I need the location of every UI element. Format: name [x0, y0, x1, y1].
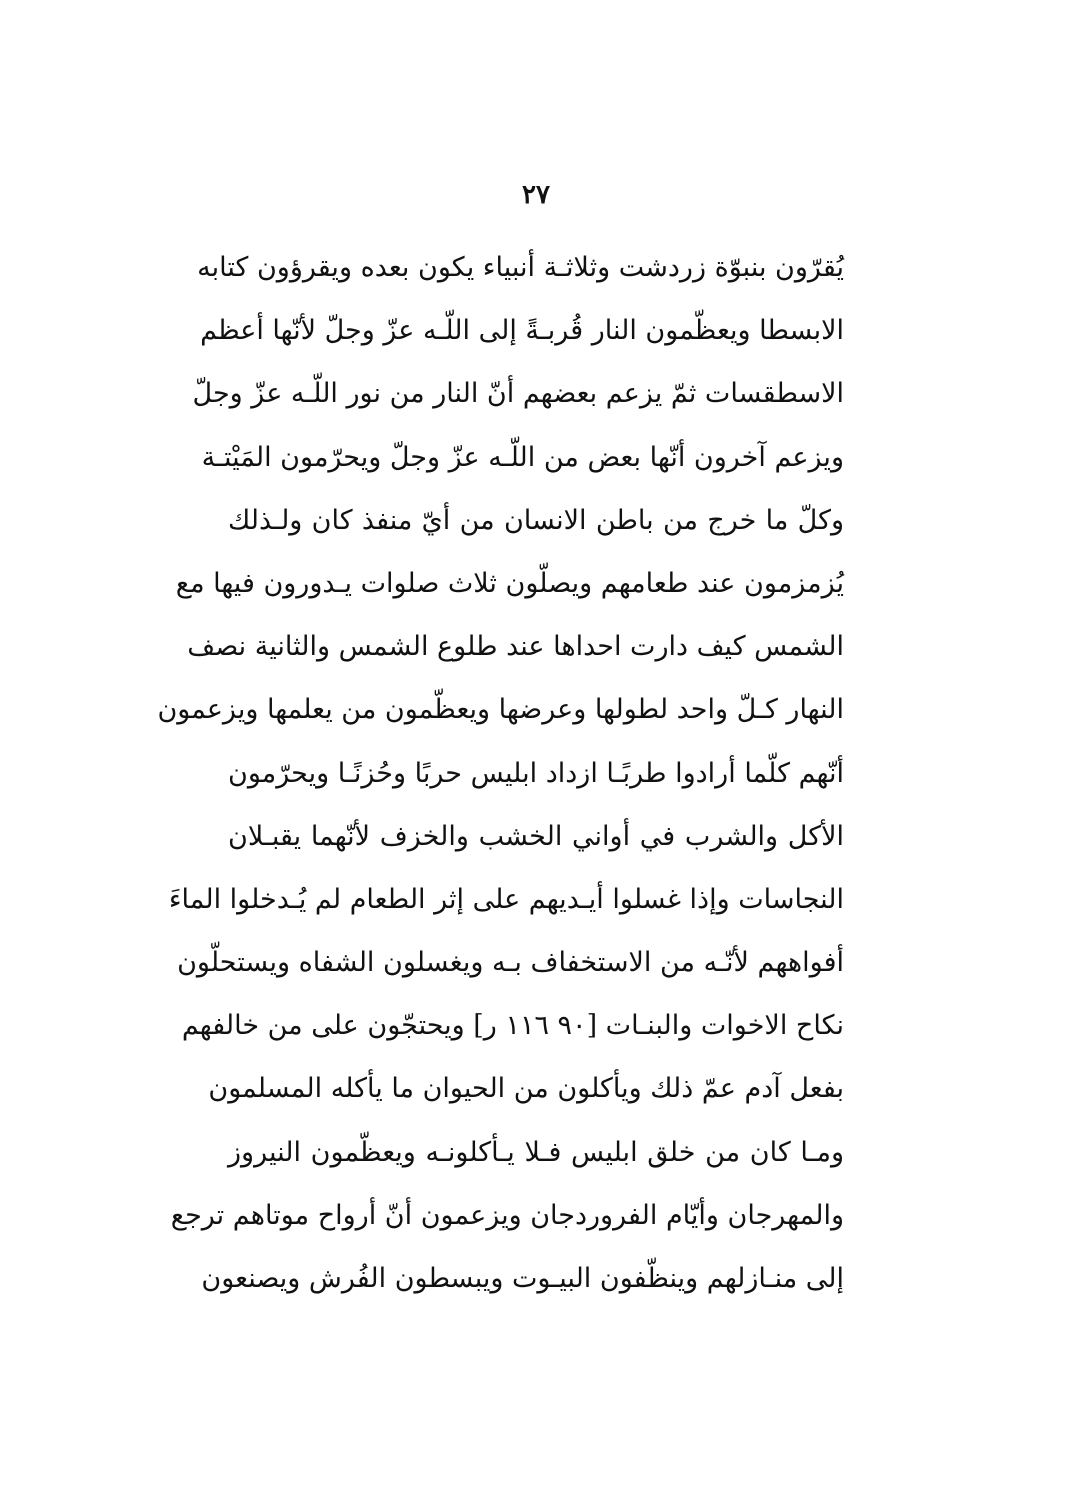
text-line: الأكل والشرب في أواني الخشب والخزف لأنّهما يقبـلان [228, 820, 844, 852]
text-line: والمهرجان وأيّام الفروردجان ويزعمون أنّ أرواح موتاهم ترجع [170, 1199, 844, 1231]
text-line: الشمس كيف دارت احداها عند طلوع الشمس والثانية نصف [187, 631, 844, 663]
text-line: وكلّ ما خرج من باطن الانسان من أيّ منفذ كان ولـذلك [228, 504, 844, 536]
text-line: الاسطقسات ثمّ يزعم بعضهم أنّ النار من نور اللّـه عزّ وجلّ [192, 378, 844, 410]
text-line: ومـا كان من خلق ابليس فـلا يـأكلونـه ويعظّمون النيروز [228, 1136, 844, 1168]
text-line: نكاح الاخوات والبنـات [٩٠ ١١٦ ر] ويحتجّون على من خالفهم [181, 1010, 844, 1042]
text-line: أفواههم لأنّـه من الاستخفاف بـه ويغسلون الشفاه ويستحلّون [177, 947, 844, 979]
text-line: ويزعم آخرون أنّها بعض من اللّـه عزّ وجلّ ويحرّمون المَيْتـة [201, 441, 844, 473]
text-line: أنّهم كلّما أرادوا طربًـا ازداد ابليس حربًا وحُزنًـا ويحرّمون [228, 757, 844, 789]
body-text [157, 236, 844, 1310]
text-line: إلى منـازلهم وينظّفون البيـوت ويبسطون الفُرش ويصنعون [201, 1263, 844, 1294]
text-line: الابسطا ويعظّمون النار قُربـةً إلى اللّـه عزّ وجلّ لأنّها أعظم [200, 315, 844, 347]
page-number: ٢٧ [522, 180, 550, 210]
text-line: يُقرّون بنبوّة زردشت وثلاثـة أنبياء يكون بعده ويقرؤون كتابه [197, 252, 844, 283]
text-line: النجاسات وإذا غسلوا أيـديهم على إثر الطعام لم يُـدخلوا الماءَ [168, 883, 844, 915]
text-line: يُزمزمون عند طعامهم ويصلّون ثلاث صلوات يـدورون فيها مع [175, 567, 844, 599]
text-line: النهار كـلّ واحد لطولها وعرضها ويعظّمون من يعلمها ويزعمون [157, 694, 844, 726]
text-line: بفعل آدم عمّ ذلك ويأكلون من الحيوان ما يأكله المسلمون [208, 1073, 844, 1105]
